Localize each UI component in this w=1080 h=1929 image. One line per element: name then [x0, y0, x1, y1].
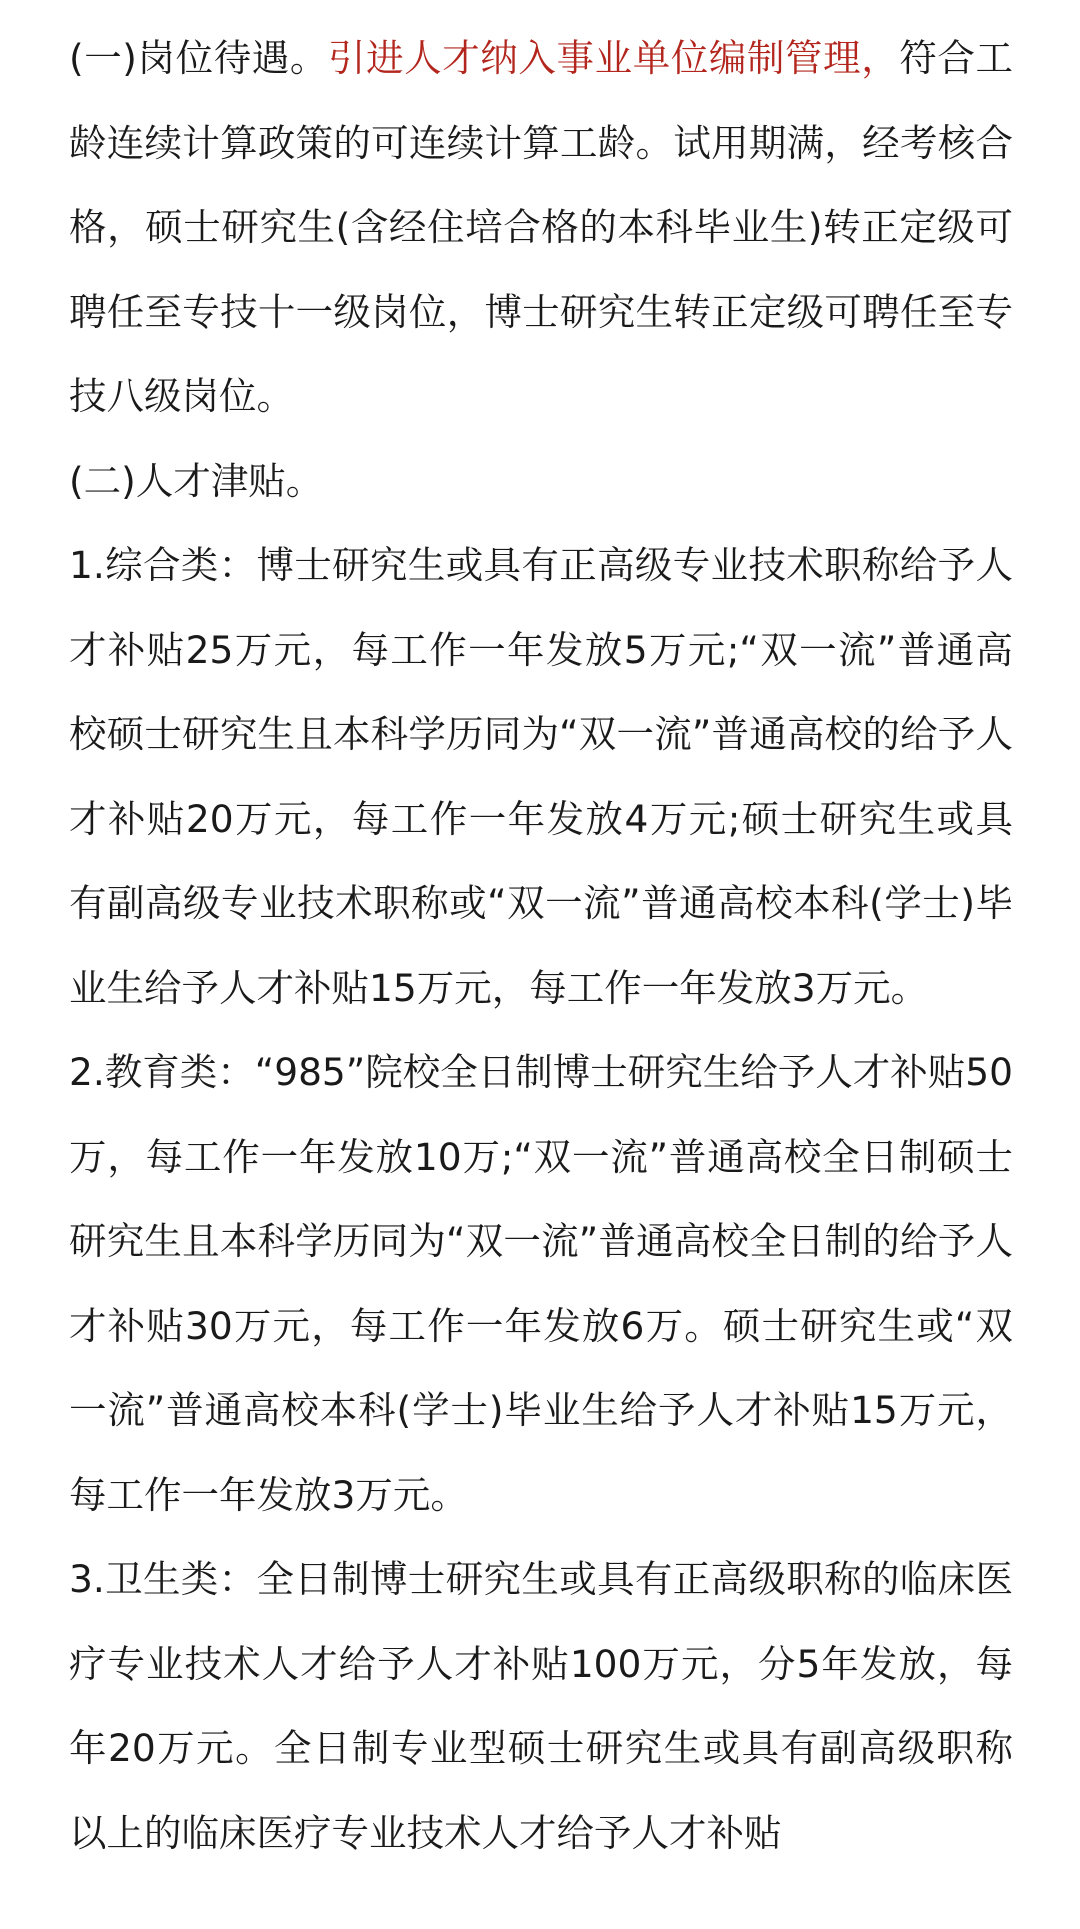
post-benefits-text: 符合工龄连续计算政策的可连续计算工龄。试用期满，经考核合格，硕士研究生(含经住培合格的本科毕业生)转正定级可聘任至专技十一级岗位，博士研究生转正定级可聘任至专技八级岗位。 — [69, 36, 1014, 418]
highlighted-text: 引进人才纳入事业单位编制管理， — [327, 36, 900, 80]
paragraph-post-benefits — [69, 16, 1013, 439]
paragraph-education: 2.教育类：“985”院校全日制博士研究生给予人才补贴50万，每工作一年发放10万;“双一流”普通高校全日制硕士研究生且本科学历同为“双一流”普通高校全日制的给予人才补贴30万元，每工作一年发放6万。硕士研究生或“双一流”普通高校本科(学士)毕业生给予人才补贴15万元，每工作一年发放3万元。 — [69, 1050, 1013, 1517]
article-body — [69, 16, 1013, 1875]
paragraph-health: 3.卫生类：全日制博士研究生或具有正高级职称的临床医疗专业技术人才给予人才补贴100万元，分5年发放，每年20万元。全日制专业型硕士研究生或具有副高级职称以上的临床医疗专业技术人才给予人才补贴 — [69, 1557, 1013, 1855]
section-heading-post-benefits: (一)岗位待遇。 — [69, 36, 328, 80]
section-heading-talent-allowance: (二)人才津贴。 — [69, 458, 324, 503]
paragraph-comprehensive: 1.综合类：博士研究生或具有正高级专业技术职称给予人才补贴25万元，每工作一年发放5万元;“双一流”普通高校硕士研究生且本科学历同为“双一流”普通高校的给予人才补贴20万元，每工作一年发放4万元;硕士研究生或具有副高级专业技术职称或“双一流”普通高校本科(学士)毕业生给予人才补贴15万元，每工作一年发放3万元。 — [69, 543, 1013, 1010]
